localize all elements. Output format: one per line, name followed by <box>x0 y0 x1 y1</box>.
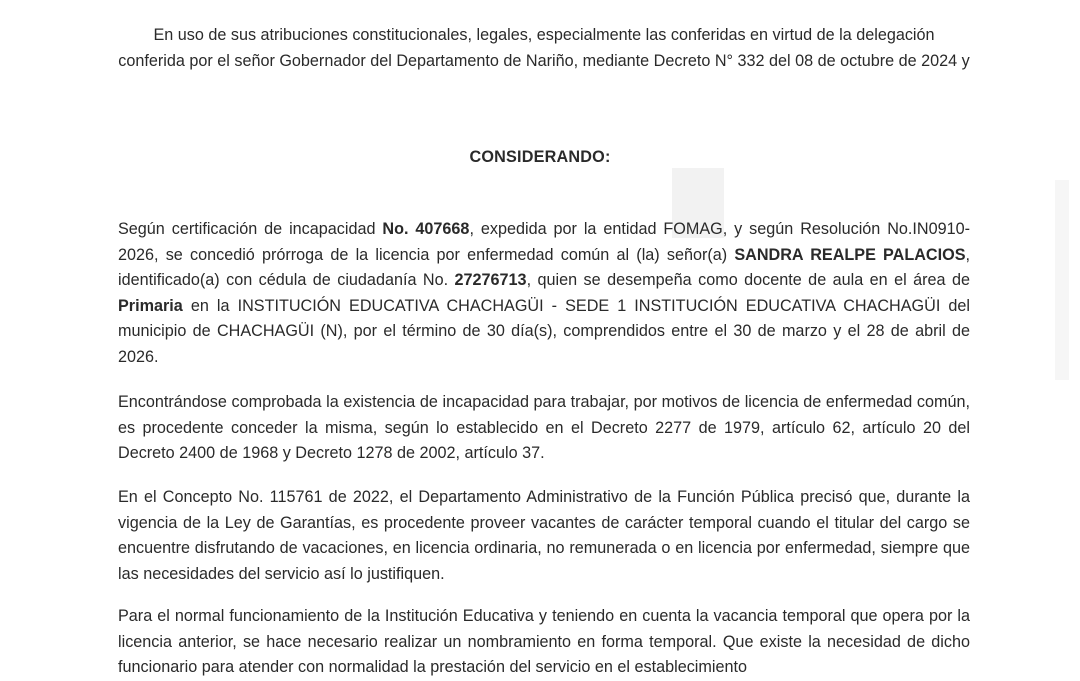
id-number: 27276713 <box>454 271 527 289</box>
teaching-area: Primaria <box>118 296 183 315</box>
intro-paragraph: En uso de sus atribuciones constitucionales, legales, especialmente las conferidas en virtud de la delegación conferida por el señor Gobernador del Departamento de Nariño, mediante Decreto N° 332 del 08 de octubre de 2024 y <box>118 26 970 70</box>
text: en la INSTITUCIÓN EDUCATIVA CHACHAGÜI - SEDE 1 INSTITUCIÓN EDUCATIVA CHACHAGÜI del municipio de CHACHAGÜI (N), por el término de 30 día(s), comprendidos entre el 30 de marzo y el 28 de abril de 2026. <box>118 296 970 366</box>
scan-artifact <box>1055 180 1069 380</box>
text: Según certificación de incapacidad <box>118 220 383 238</box>
certificate-number: No. 407668 <box>382 220 470 238</box>
paragraph-appointment: Para el normal funcionamiento de la Institución Educativa y teniendo en cuenta la vacancia temporal que opera por la licencia anterior, se hace necesario realizar un nombramiento en forma temporal. Que existe la necesidad de dicho funcionario para atender con normalidad la prestación del servicio en el establecimiento <box>118 607 970 676</box>
text: , expedida por la entidad FOMAG, y según Resolución No.IN0910-2026, se concedió prórroga de la licencia por enfermedad común al (la) señor(a) <box>118 220 971 264</box>
paragraph-incapacity: Encontrándose comprobada la existencia de incapacidad para trabajar, por motivos de licencia de enfermedad común, es procedente conceder la misma, según lo establecido en el Decreto 2277 de 1979, artículo 62, artículo 20 del Decreto 2400 de 1968 y Decreto 1278 de 2002, artículo 37. <box>118 393 970 462</box>
person-name: SANDRA REALPE PALACIOS <box>734 245 966 264</box>
text: , quien se desempeña como docente de aula en el área de <box>526 271 971 289</box>
text: , identificado(a) con cédula de ciudadanía No. <box>118 245 970 289</box>
paragraph-certification <box>118 217 970 370</box>
section-heading: CONSIDERANDO: <box>469 148 611 166</box>
paragraph-concept: En el Concepto No. 115761 de 2022, el Departamento Administrativo de la Función Pública precisó que, durante la vigencia de la Ley de Garantías, es procedente proveer vacantes de carácter temporal cuando el titular del cargo se encuentre disfrutando de vacaciones, en licencia ordinaria, no remunerada o en licencia por enfermedad, siempre que las necesidades del servicio así lo justifiquen. <box>118 488 970 583</box>
